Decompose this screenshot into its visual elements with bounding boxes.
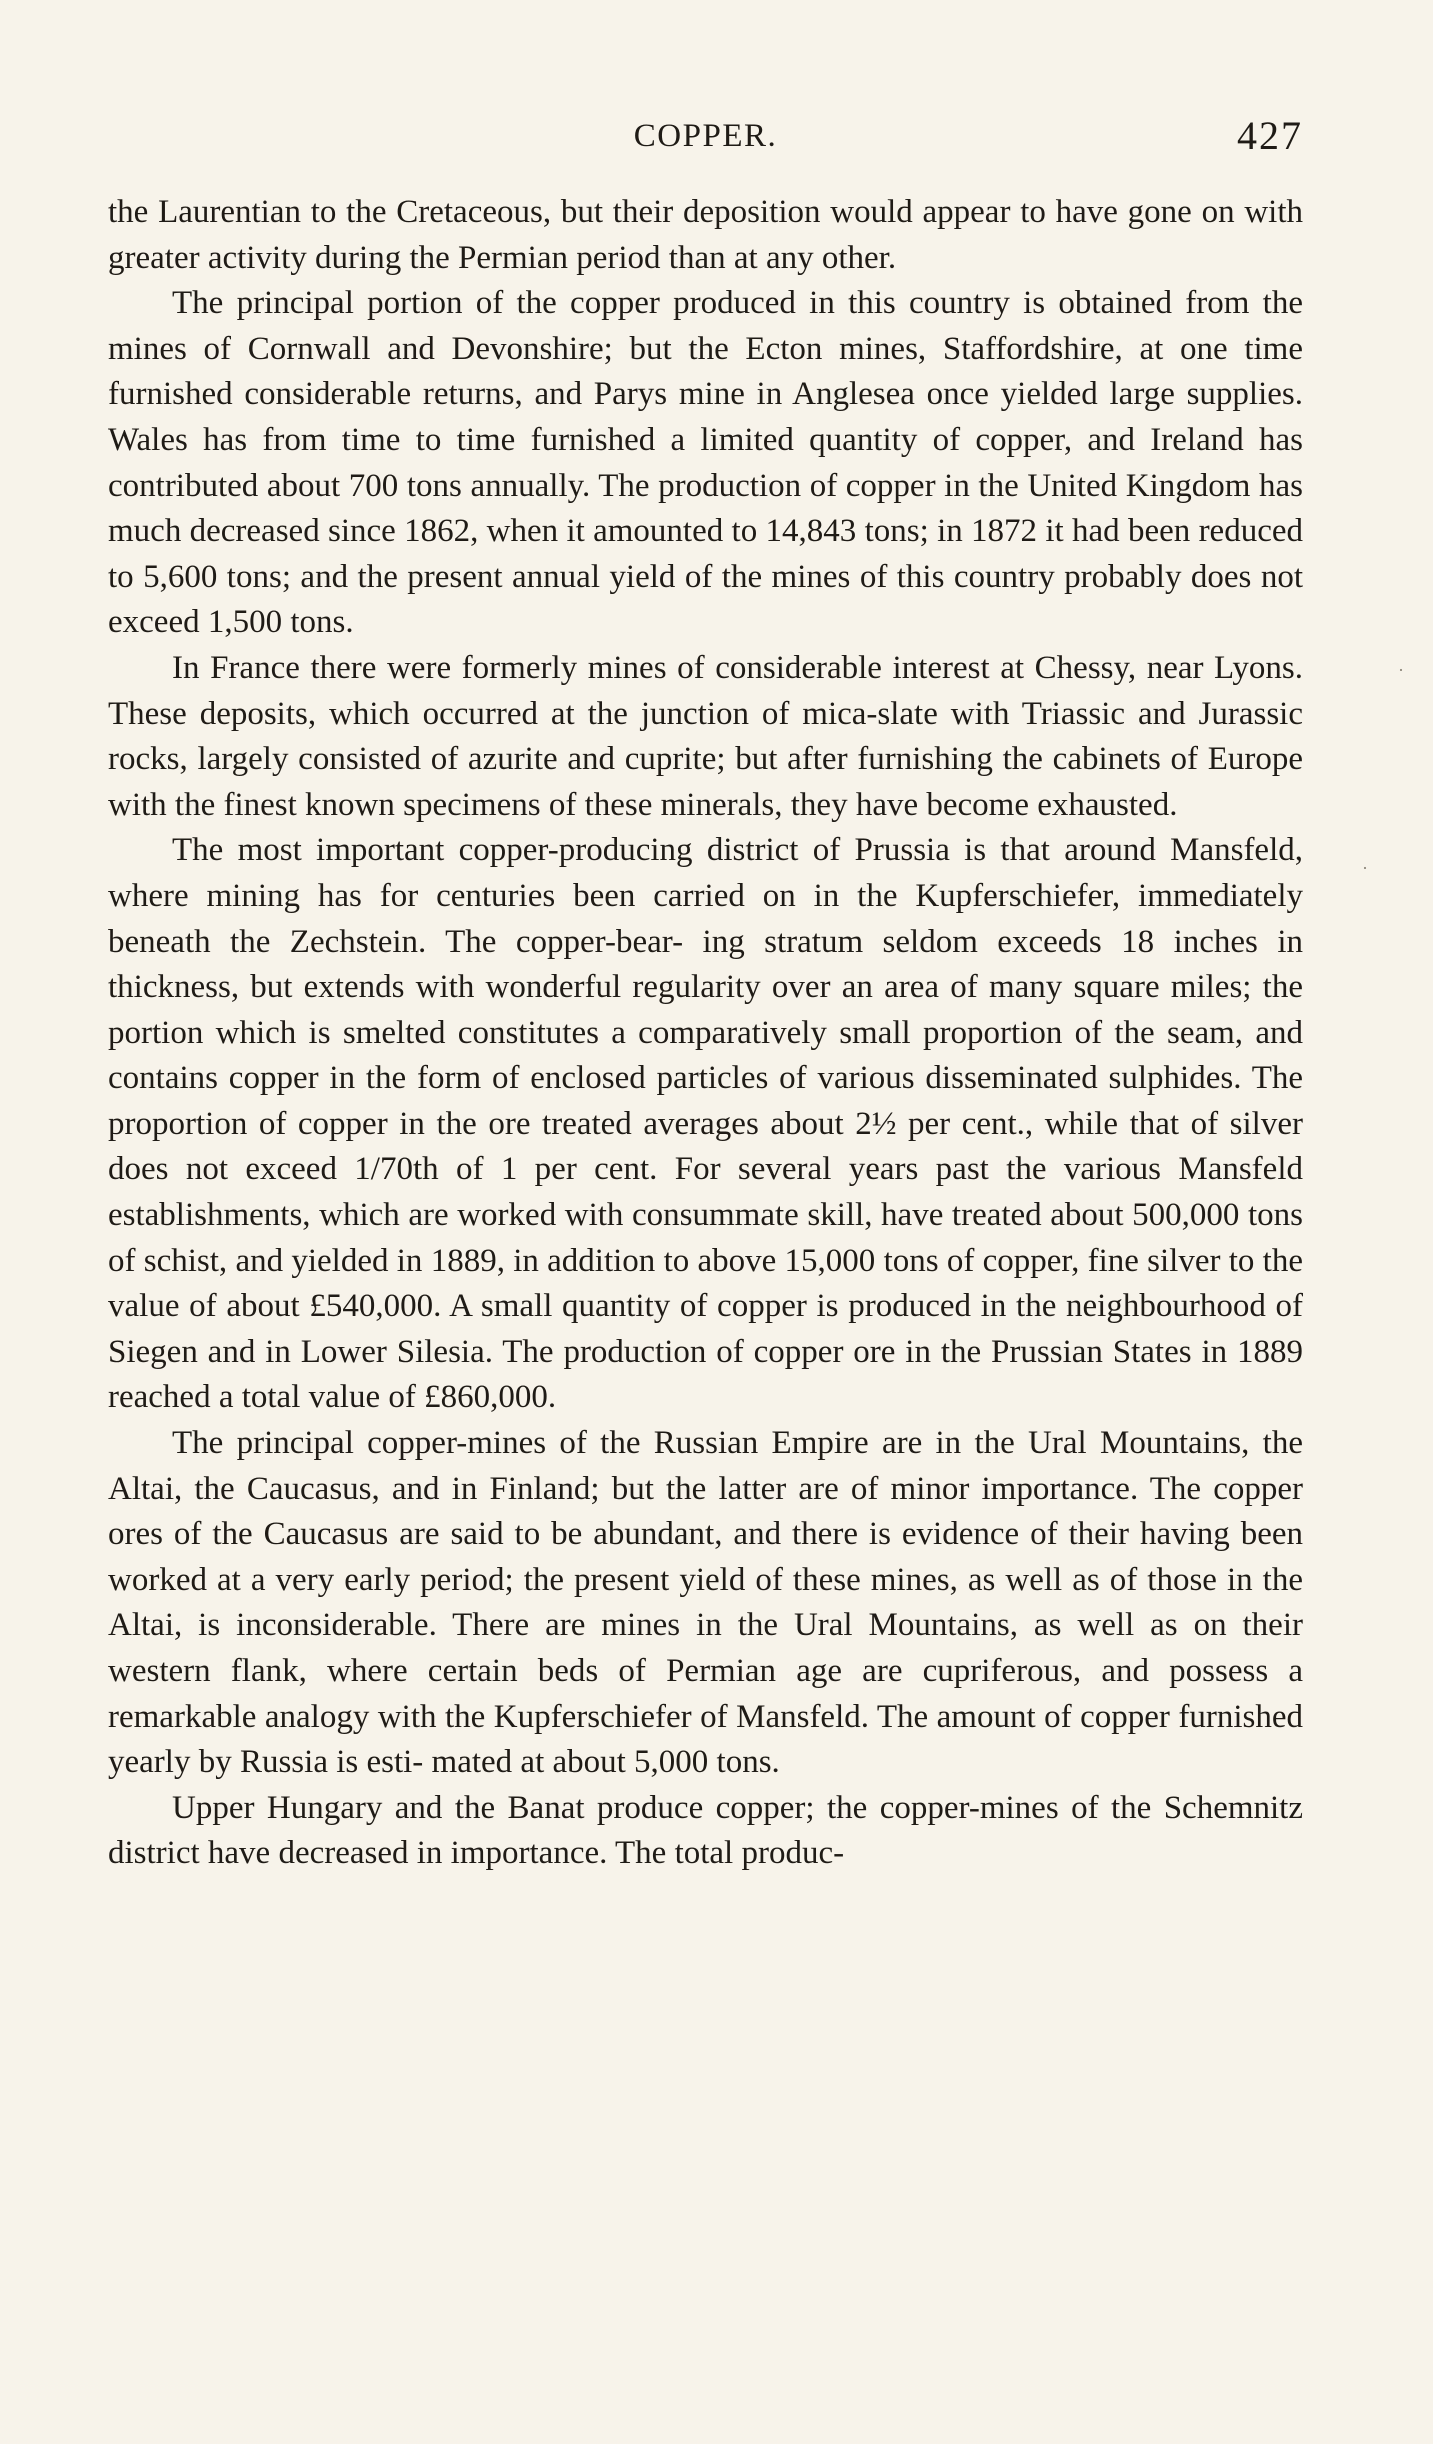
paragraph-russia: The principal copper-mines of the Russian Empire are in the Ural Mountains, the Altai, the Caucasus, and in Finland; but the latter are of minor importance. The copper ores of the Caucasus are said to be abundant, and there is evidence of their having been worked at a very early period; the present yield of these mines, as well as of those in the Altai, is inconsiderable. There are mines in the Ural Mountains, as well as on their western flank, where certain beds of Permian age are cupriferous, and possess a remarkable analogy with the Kupferschiefer of Mansfeld. The amount of copper furnished yearly by Russia is esti- mated at about 5,000 tons. (108, 1425, 1303, 1781)
page-number: 427 (1237, 113, 1303, 158)
paragraph-france: In France there were formerly mines of considerable interest at Chessy, near Lyons. These deposits, which occurred at the junction of mica-slate with Triassic and Jurassic rocks, largely consisted of azurite and cuprite; but after furnishing the cabinets of Europe with the finest known specimens of these minerals, they have become exhausted. (108, 649, 1303, 823)
margin-speck: · (1398, 660, 1404, 680)
page-header (108, 113, 1303, 174)
body-text (108, 190, 1303, 1877)
running-head: COPPER. (633, 118, 778, 154)
paragraph-united-kingdom: The principal portion of the copper produced in this country is obtained from the mines of Cornwall and Devonshire; but the Ecton mines, Staffordshire, at one time furnished considerable returns, and Parys mine in Anglesea once yielded large supplies. Wales has from time to time furnished a limited quantity of copper, and Ireland has contributed about 700 tons annually. The production of copper in the United Kingdom has much decreased since 1862, when it amounted to 14,843 tons; in 1872 it had been reduced to 5,600 tons; and the present annual yield of the mines of this country probably does not exceed 1,500 tons. (108, 285, 1303, 641)
margin-speck: · (1362, 858, 1368, 878)
paragraph-hungary: Upper Hungary and the Banat produce copper; the copper-mines of the Schemnitz district have decreased in importance. The total produc- (108, 1789, 1303, 1872)
paragraph-continuation: the Laurentian to the Cretaceous, but their deposition would appear to have gone on with greater activity during the Permian period than at any other. (108, 194, 1303, 276)
paragraph-prussia: The most important copper-producing district of Prussia is that around Mansfeld, where mining has for centuries been carried on in the Kupferschiefer, immediately beneath the Zechstein. The copper-bear- ing stratum seldom exceeds 18 inches in thickness, but extends with wonderful regularity over an area of many square miles; the portion which is smelted constitutes a comparatively small proportion of the seam, and contains copper in the form of enclosed particles of various disseminated sulphides. The proportion of copper in the ore treated averages about 2½ per cent., while that of silver does not exceed 1/70th of 1 per cent. For several years past the various Mansfeld establishments, which are worked with consummate skill, have treated about 500,000 tons of schist, and yielded in 1889, in addition to above 15,000 tons of copper, fine silver to the value of about £540,000. A small quantity of copper is produced in the neighbourhood of Siegen and in Lower Silesia. The production of copper ore in the Prussian States in 1889 reached a total value of £860,000. (108, 832, 1303, 1416)
